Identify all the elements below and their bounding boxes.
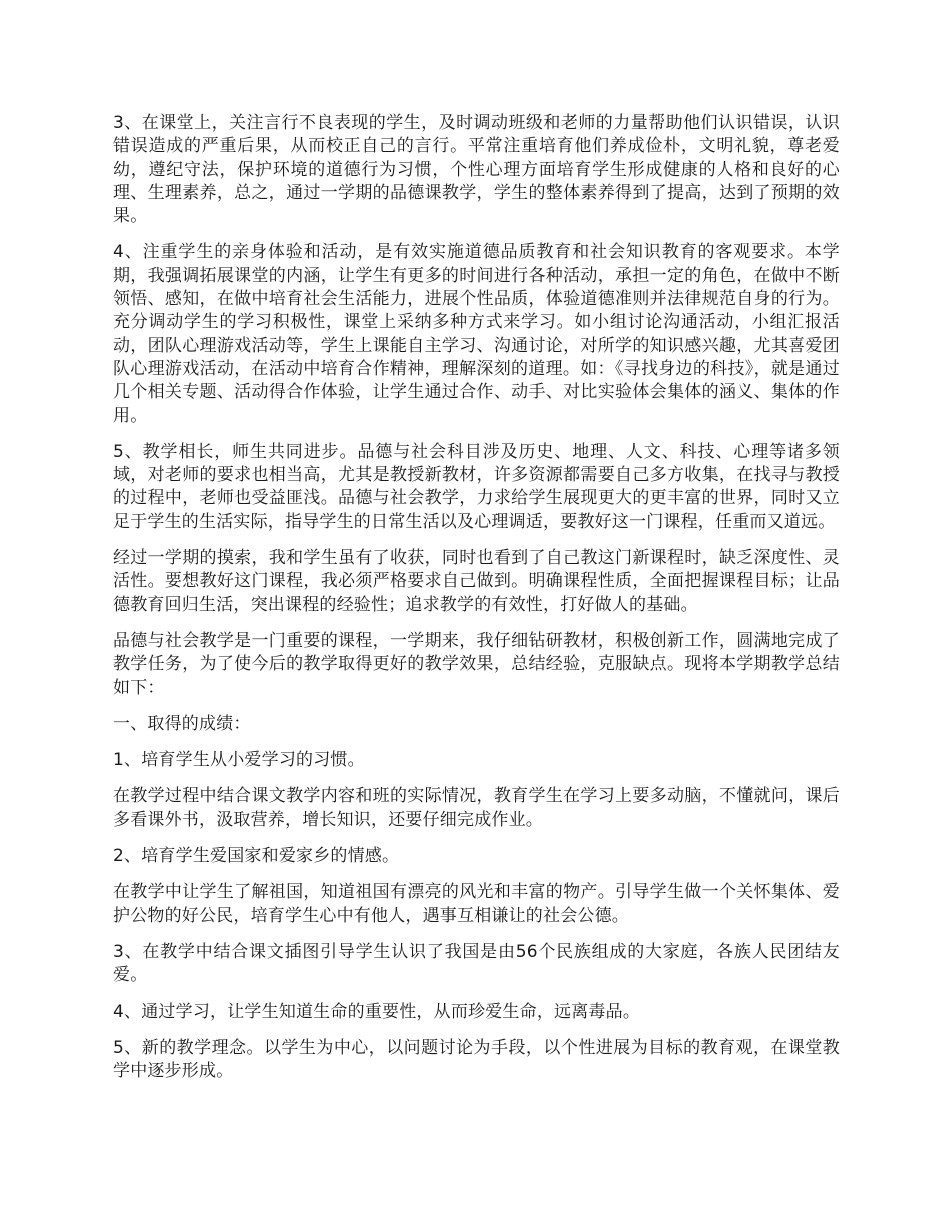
item-ethnic-unity: 3、在教学中结合课文插图引导学生认识了我国是由56个民族组成的大家庭，各族人民团结友爱。 <box>113 941 840 986</box>
item-teaching-philosophy: 5、新的教学理念。以学生为中心，以问题讨论为手段，以个性进展为目标的教育观，在课堂教学中逐步形成。 <box>113 1037 840 1082</box>
document-body <box>113 112 840 1096</box>
item-heading-patriotism: 2、培育学生爱国家和爱家乡的情感。 <box>113 846 400 867</box>
item-cherish-life: 4、通过学习，让学生知道生命的重要性，从而珍爱生命，远离毒品。 <box>113 1001 641 1022</box>
section-heading-achievements: 一、取得的成绩： <box>113 713 251 734</box>
paragraph-patriotism: 在教学中让学生了解祖国，知道祖国有漂亮的风光和丰富的物产。引导学生做一个关怀集体、爱护公物的好公民，培育学生心中有他人，遇事互相谦让的社会公德。 <box>113 882 840 926</box>
paragraph-reflection: 经过一学期的摸索，我和学生虽有了收获，同时也看到了自己教这门新课程时，缺乏深度性、灵活性。要想教好这门课程，我必须严格要求自己做到。明确课程性质，全面把握课程目标；让品德教育回归生活，突出课程的经验性；追求教学的有效性，打好做人的基础。 <box>113 548 840 615</box>
item-heading-study-habits: 1、培育学生从小爱学习的习惯。 <box>113 750 365 771</box>
paragraph-summary-intro: 品德与社会教学是一门重要的课程，一学期来，我仔细钻研教材，积极创新工作，圆满地完成了教学任务，为了使今后的教学取得更好的教学效果，总结经验，克服缺点。现将本学期教学总结如下： <box>113 630 840 698</box>
paragraph-teaching-growth: 5、教学相长，师生共同进步。品德与社会科目涉及历史、地理、人文、科技、心理等诸多领域，对老师的要求也相当高，尤其是教授新教材，许多资源都需要自己多方收集，在找寻与教授的过程中，老师也受益匪浅。品德与社会教学，力求给学生展现更大的更丰富的世界，同时又立足于学生的生活实际，指导学生的日常生活以及心理调适，要教好这一门课程，任重而又道远。 <box>113 441 840 532</box>
paragraph-experience-activities: 4、注重学生的亲身体验和活动，是有效实施道德品质教育和社会知识教育的客观要求。本学期，我强调拓展课堂的内涵，让学生有更多的时间进行各种活动，承担一定的角色，在做中不断领悟、感知，在做中培育社会生活能力，进展个性品质，体验道德准则并法律规范自身的行为。充分调动学生的学习积极性，课堂上采纳多种方式来学习。如小组讨论沟通活动，小组汇报活动，团队心理游戏活动等，学生上课能自主学习、沟通讨论，对所学的知识感兴趣，尤其喜爱团队心理游戏活动，在活动中培育合作精神，理解深刻的道理。如：《寻找身边的科技》，就是通过几个相关专题、活动得合作体验，让学生通过合作、动手、对比实验体会集体的涵义、集体的作用。 <box>113 242 840 426</box>
paragraph-study-habits: 在教学过程中结合课文教学内容和班的实际情况，教育学生在学习上要多动脑，不懂就问，课后多看课外书，汲取营养，增长知识，还要仔细完成作业。 <box>113 786 840 830</box>
paragraph-moral-behavior: 3、在课堂上，关注言行不良表现的学生，及时调动班级和老师的力量帮助他们认识错误，认识错误造成的严重后果，从而校正自己的言行。平常注重培育他们养成俭朴，文明礼貌，尊老爱幼，遵纪守法，保护环境的道德行为习惯，个性心理方面培育学生形成健康的人格和良好的心理、生理素养，总之，通过一学期的品德课教学，学生的整体素养得到了提高，达到了预期的效果。 <box>113 113 840 227</box>
